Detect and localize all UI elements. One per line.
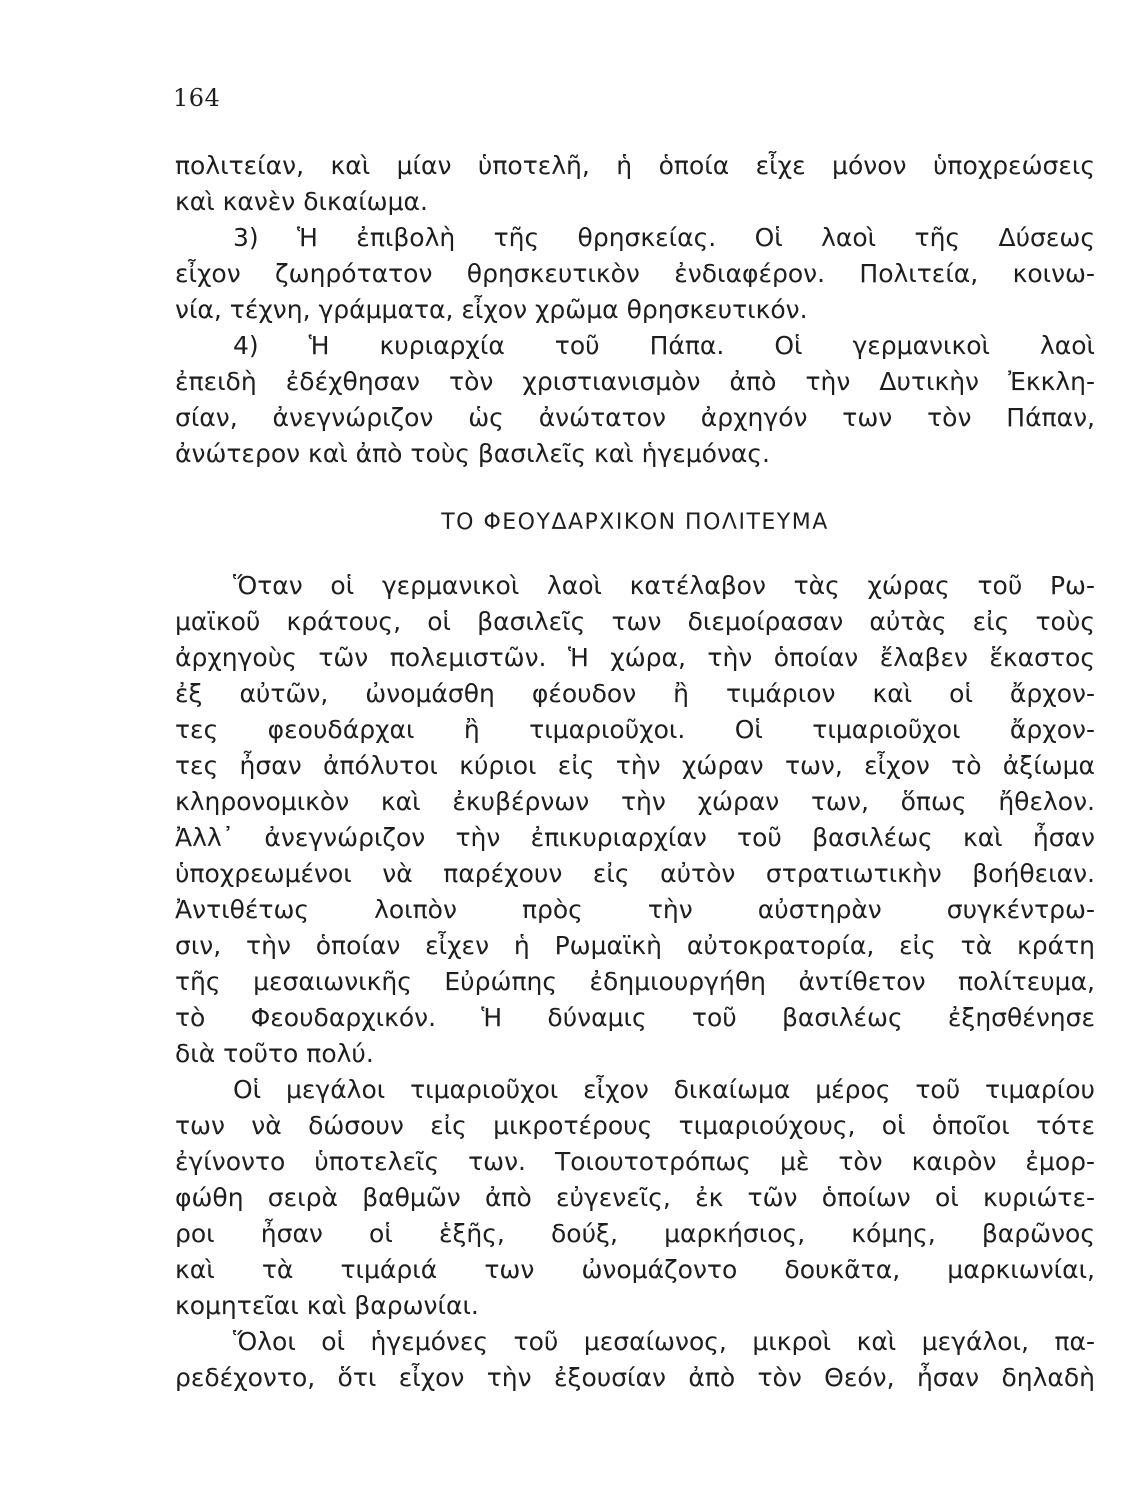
text-line: Ὅλοι οἱ ἡγεμόνες τοῦ μεσαίωνος, μικροὶ καὶ μεγάλοι, πα- <box>233 1327 1095 1356</box>
text-line: 4) Ἡ κυριαρχία τοῦ Πάπα. Οἱ γερμανικοὶ λαοὶ <box>233 331 1095 360</box>
text-line: ἐγίνοντο ὑποτελεῖς των. Τοιουτοτρόπως μὲ τὸν καιρὸν ἐμορ- <box>175 1147 1095 1176</box>
text-line: φώθη σειρὰ βαθμῶν ἀπὸ εὐγενεῖς, ἐκ τῶν ὁποίων οἱ κυριώτε- <box>175 1183 1095 1212</box>
text-line: σιν, τὴν ὁποίαν εἶχεν ἡ Ρωμαϊκὴ αὐτοκρατορία, εἰς τὰ κράτη <box>175 931 1095 960</box>
text-line: ἀνώτερον καὶ ἀπὸ τοὺς βασιλεῖς καὶ ἡγεμόνας. <box>175 439 771 468</box>
text-line: σίαν, ἀνεγνώριζον ὡς ἀνώτατον ἀρχηγόν των τὸν Πάπαν, <box>175 403 1095 432</box>
text-line: ἀρχηγοὺς τῶν πολεμιστῶν. Ἡ χώρα, τὴν ὁποίαν ἔλαβεν ἕκαστος <box>175 643 1095 672</box>
text-line: τες ἦσαν ἀπόλυτοι κύριοι εἰς τὴν χώραν των, εἶχον τὸ ἀξίωμα <box>175 751 1095 780</box>
text-line: καὶ τὰ τιμάριά των ὠνομάζοντο δουκᾶτα, μαρκιωνίαι, <box>175 1255 1095 1284</box>
text-line: των νὰ δώσουν εἰς μικροτέρους τιμαριούχους, οἱ ὁποῖοι τότε <box>175 1111 1095 1140</box>
text-line: μαϊκοῦ κράτους, οἱ βασιλεῖς των διεμοίρασαν αὐτὰς εἰς τοὺς <box>175 607 1095 636</box>
text-line: τες φεουδάρχαι ἢ τιμαριοῦχοι. Οἱ τιμαριοῦχοι ἄρχον- <box>175 715 1095 744</box>
text-line: διὰ τοῦτο πολύ. <box>175 1039 374 1068</box>
text-line: Ὅταν οἱ γερμανικοὶ λαοὶ κατέλαβον τὰς χώρας τοῦ Ρω- <box>233 571 1095 600</box>
section-heading: ΤΟ ΦΕΟΥΔΑΡΧΙΚΟΝ ΠΟΛΙΤΕΥΜΑ <box>441 510 829 535</box>
text-line: τὸ Φεουδαρχικόν. Ἡ δύναμις τοῦ βασιλέως ἐξησθένησε <box>175 1003 1095 1032</box>
text-line: κληρονομικὸν καὶ ἐκυβέρνων τὴν χώραν των, ὅπως ἤθελον. <box>175 787 1095 816</box>
text-line: ροι ἦσαν οἱ ἑξῆς, δούξ, μαρκήσιος, κόμης, βαρῶνος <box>175 1219 1095 1248</box>
text-line: τῆς μεσαιωνικῆς Εὐρώπης ἐδημιουργήθη ἀντίθετον πολίτευμα, <box>175 967 1095 996</box>
text-line: Οἱ μεγάλοι τιμαριοῦχοι εἶχον δικαίωμα μέρος τοῦ τιμαρίου <box>233 1075 1095 1104</box>
text-line: ἐπειδὴ ἐδέχθησαν τὸν χριστιανισμὸν ἀπὸ τὴν Δυτικὴν Ἐκκλη- <box>175 367 1095 396</box>
text-line: κομητεῖαι καὶ βαρωνίαι. <box>175 1291 479 1320</box>
text-line: νία, τέχνη, γράμματα, εἶχον χρῶμα θρησκευτικόν. <box>175 295 808 324</box>
text-line: εἶχον ζωηρότατον θρησκευτικὸν ἐνδιαφέρον. Πολιτεία, κοινω- <box>175 259 1095 288</box>
text-line: 3) Ἡ ἐπιβολὴ τῆς θρησκείας. Οἱ λαοὶ τῆς Δύσεως <box>233 223 1095 252</box>
text-line: Ἀντιθέτως λοιπὸν πρὸς τὴν αὐστηρὰν συγκέντρω- <box>175 895 1095 924</box>
text-line: καὶ κανὲν δικαίωμα. <box>175 187 428 216</box>
text-line: ρεδέχοντο, ὅτι εἶχον τὴν ἐξουσίαν ἀπὸ τὸν Θεόν, ἦσαν δηλαδὴ <box>175 1363 1095 1392</box>
text-line: Ἀλλ᾽ ἀνεγνώριζον τὴν ἐπικυριαρχίαν τοῦ βασιλέως καὶ ἦσαν <box>175 823 1095 852</box>
text-line: ὑποχρεωμένοι νὰ παρέχουν εἰς αὐτὸν στρατιωτικὴν βοήθειαν. <box>175 859 1095 888</box>
text-line: ἐξ αὐτῶν, ὠνομάσθη φέουδον ἢ τιμάριον καὶ οἱ ἄρχον- <box>175 679 1095 708</box>
text-line: πολιτείαν, καὶ μίαν ὑποτελῆ, ἡ ὁποία εἶχε μόνον ὑποχρεώσεις <box>175 151 1095 180</box>
page-number: 164 <box>173 84 221 112</box>
